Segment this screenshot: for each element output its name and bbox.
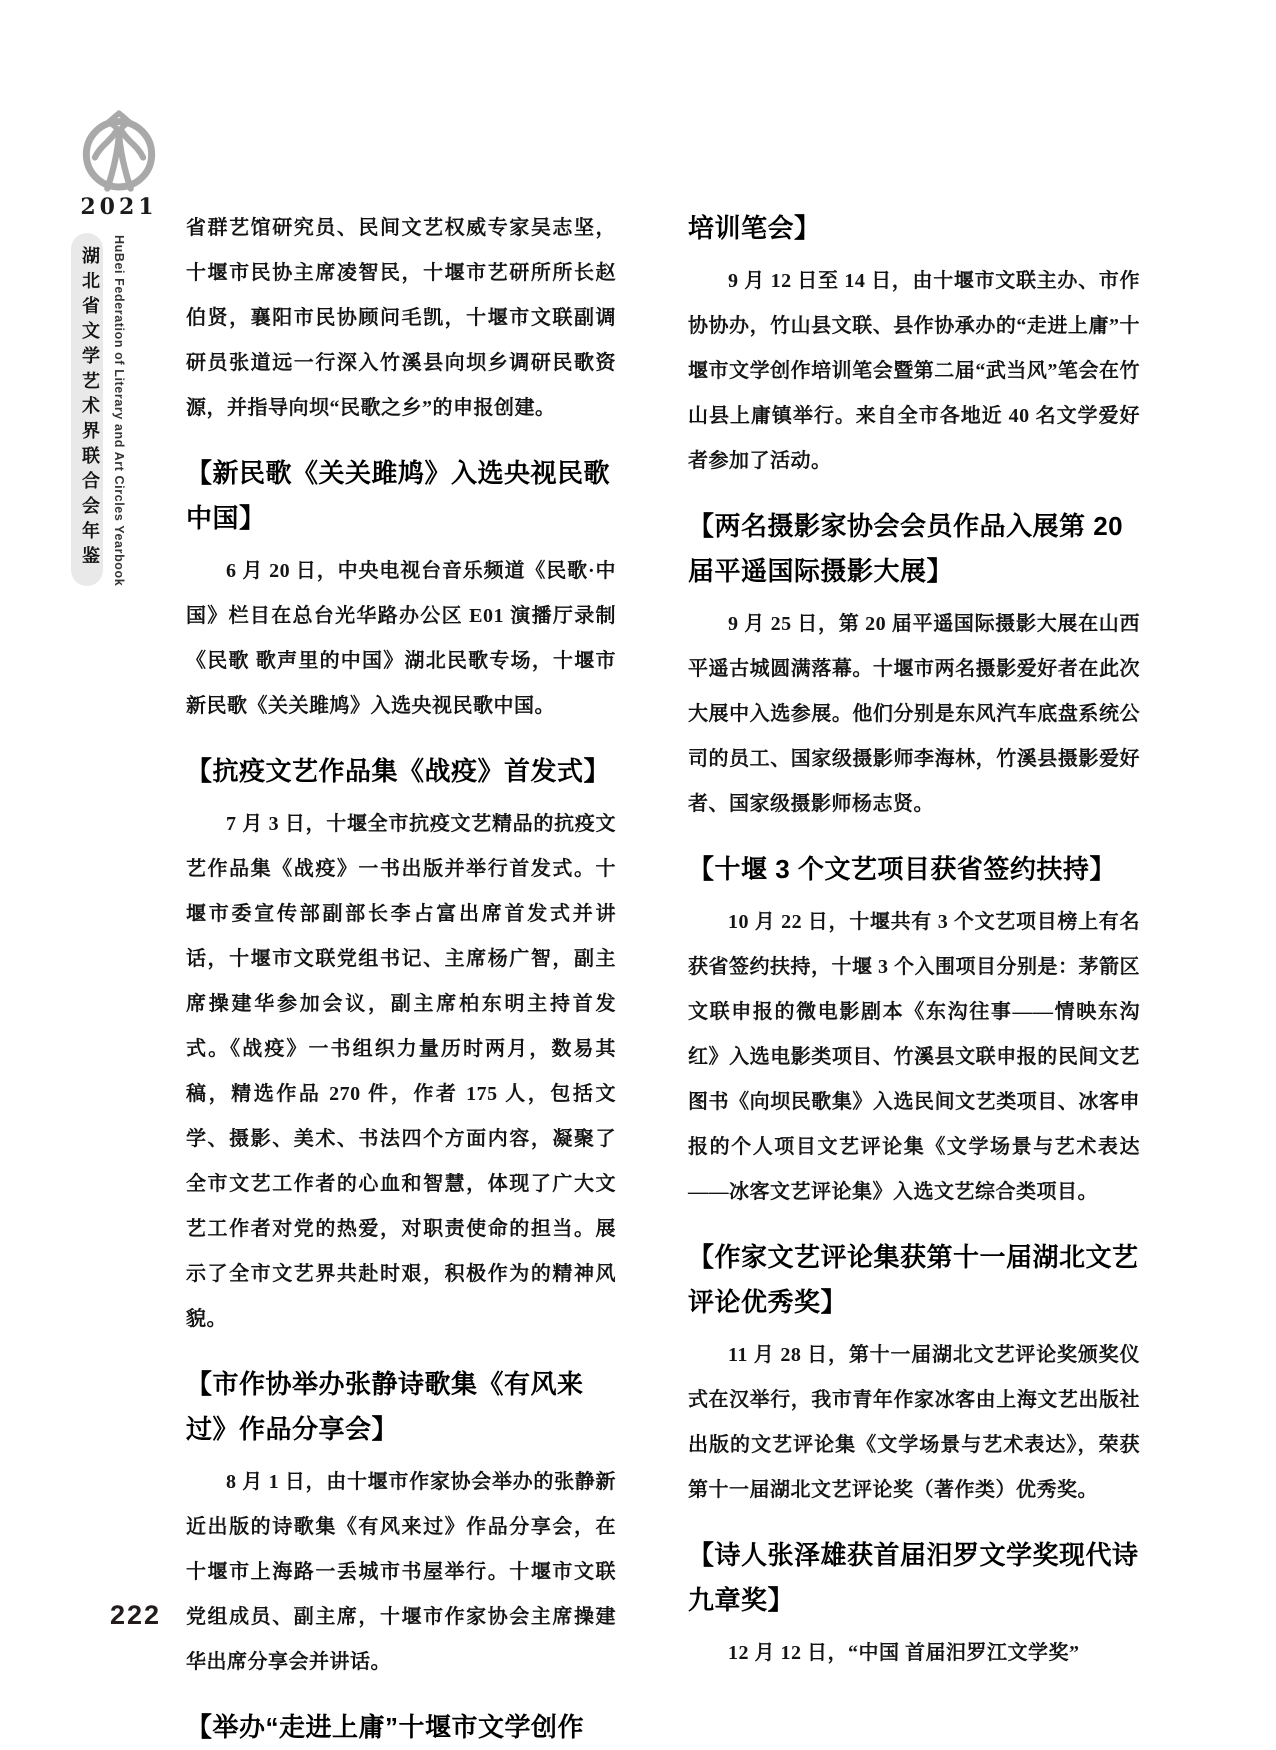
sidebar-title-cn: 湖北省文学艺术界联合会年鉴: [71, 233, 103, 586]
right-column: [688, 206, 1140, 1676]
spine-sidebar: [71, 233, 126, 586]
logo-year: 2021: [80, 194, 158, 220]
federation-logo-icon: [80, 110, 158, 194]
paragraph: 10 月 22 日，十堰共有 3 个文艺项目榜上有名获省签约扶持，十堰 3 个入围项目分别是：茅箭区文联申报的微电影剧本《东沟往事——情映东沟红》入选电影类项目、竹溪县文联申报的民间文艺图书《向坝民歌集》入选民间文艺类项目、冰客申报的个人项目文艺评论集《文学场景与艺术表达——冰客文艺评论集》入选文艺综合类项目。: [688, 911, 1140, 1203]
paragraph: 9 月 12 日至 14 日，由十堰市文联主办、市作协协办，竹山县文联、县作协承办的“走进上庸”十堰市文学创作培训笔会暨第二届“武当风”笔会在竹山县上庸镇举行。来自全市各地近 40 名文学爱好者参加了活动。: [688, 270, 1140, 472]
left-column: [186, 206, 616, 1750]
entry-heading-continued: 培训笔会】: [688, 213, 821, 243]
entry-heading: 【抗疫文艺作品集《战疫》首发式】: [186, 756, 611, 786]
entry-heading: 【两名摄影家协会会员作品入展第 20 届平遥国际摄影大展】: [688, 511, 1124, 586]
paragraph-continued: 省群艺馆研究员、民间文艺权威专家吴志坚，十堰市民协主席凌智民，十堰市艺研所所长赵伯贤，襄阳市民协顾问毛凯，十堰市文联副调研员张道远一行深入竹溪县向坝乡调研民歌资源，并指导向坝“民歌之乡”的申报创建。: [186, 217, 616, 419]
paragraph: 9 月 25 日，第 20 届平遥国际摄影大展在山西平遥古城圆满落幕。十堰市两名摄影爱好者在此次大展中入选参展。他们分别是东风汽车底盘系统公司的员工、国家级摄影师李海林，竹溪县摄影爱好者、国家级摄影师杨志贤。: [688, 613, 1140, 815]
paragraph: 6 月 20 日，中央电视台音乐频道《民歌·中国》栏目在总台光华路办公区 E01 演播厅录制《民歌 歌声里的中国》湖北民歌专场，十堰市新民歌《关关雎鸠》入选央视民歌中国。: [186, 560, 616, 717]
paragraph: 8 月 1 日，由十堰市作家协会举办的张静新近出版的诗歌集《有风来过》作品分享会，在十堰市上海路一丢城市书屋举行。十堰市文联党组成员、副主席，十堰市作家协会主席操建华出席分享会并讲话。: [186, 1471, 616, 1673]
paragraph: 12 月 12 日，“中国 首届汨罗江文学奖”: [728, 1642, 1080, 1664]
paragraph: 11 月 28 日，第十一届湖北文艺评论奖颁奖仪式在汉举行，我市青年作家冰客由上海文艺出版社出版的文艺评论集《文学场景与艺术表达》，荣获第十一届湖北文艺评论奖（著作类）优秀奖。: [688, 1344, 1140, 1501]
entry-heading: 【市作协举办张静诗歌集《有风来过》作品分享会】: [186, 1369, 584, 1444]
sidebar-title-en: HuBei Federation of Literary and Art Circles Yearbook: [112, 235, 126, 587]
page-number: 222: [110, 1600, 162, 1630]
entry-heading: 【作家文艺评论集获第十一届湖北文艺评论优秀奖】: [688, 1242, 1139, 1317]
entry-heading: 【诗人张泽雄获首届汨罗文学奖现代诗九章奖】: [688, 1540, 1139, 1615]
paragraph: 7 月 3 日，十堰全市抗疫文艺精品的抗疫文艺作品集《战疫》一书出版并举行首发式。十堰市委宣传部副部长李占富出席首发式并讲话，十堰市文联党组书记、主席杨广智，副主席操建华参加会议，副主席柏东明主持首发式。《战疫》一书组织力量历时两月，数易其稿，精选作品 270 件，作者 175 人，包括文学、摄影、美术、书法四个方面内容，凝聚了全市文艺工作者的心血和智慧，体现了广大文艺工作者对党的热爱，对职责使命的担当。展示了全市文艺界共赴时艰，积极作为的精神风貌。: [186, 813, 616, 1330]
entry-heading: 【十堰 3 个文艺项目获省签约扶持】: [688, 854, 1116, 884]
entry-heading: 【举办“走进上庸”十堰市文学创作: [186, 1712, 585, 1742]
entry-heading: 【新民歌《关关雎鸠》入选央视民歌中国】: [186, 458, 611, 533]
federation-logo: [80, 110, 158, 194]
